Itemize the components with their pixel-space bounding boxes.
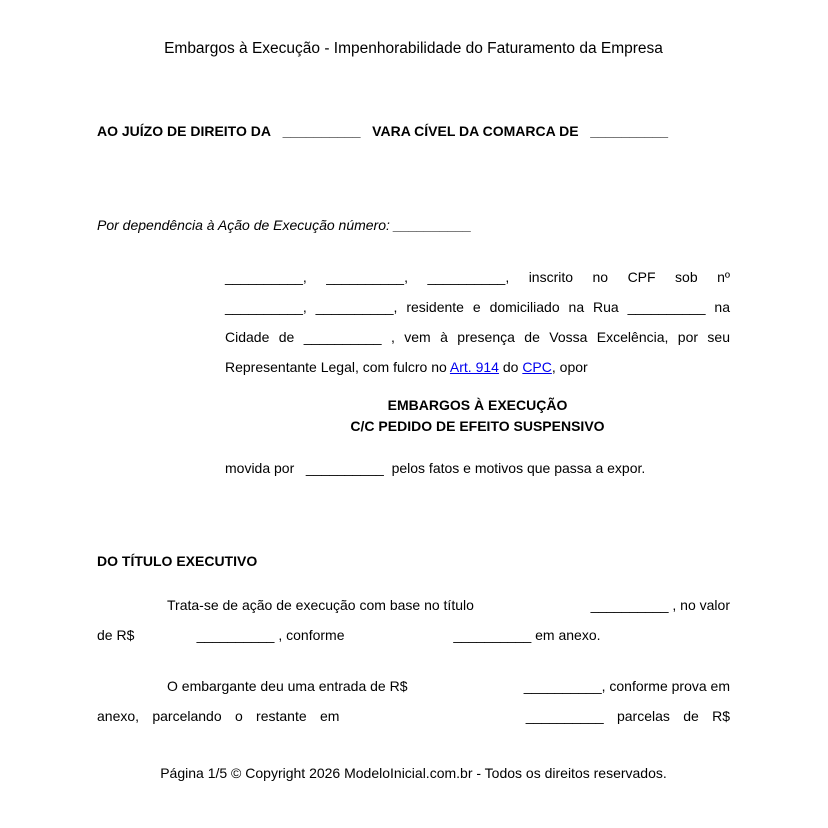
qualification-line-2: __________, __________, residente e domiciliado na Rua __________ na xyxy=(225,299,730,315)
line-text-left: Trata-se de ação de execução com base no título xyxy=(167,597,474,613)
document-title: Embargos à Execução - Impenhorabilidade do Faturamento da Empresa xyxy=(164,40,663,57)
closing-pre-text: Representante Legal, com fulcro no xyxy=(225,359,450,375)
titulo-paragraph-1 xyxy=(97,590,730,650)
cpc-link[interactable]: CPC xyxy=(522,359,552,375)
closing-post-text: , opor xyxy=(551,359,588,375)
titulo-paragraph-2 xyxy=(97,671,730,731)
qualification-paragraph xyxy=(97,262,730,382)
qualification-line-3: Cidade de __________ , vem à presença de Vossa Excelência, por seu xyxy=(225,329,730,345)
paragraph-line xyxy=(97,590,730,620)
line-text-left: O embargante deu uma entrada de R$ xyxy=(167,678,408,694)
section-heading-titulo-executivo: DO TÍTULO EXECUTIVO xyxy=(97,553,258,569)
petition-heading-line-2: C/C PEDIDO DE EFEITO SUSPENSIVO xyxy=(350,418,605,434)
paragraph-line: de R$ __________ , conforme __________ em anexo. xyxy=(97,627,601,643)
paragraph-line xyxy=(97,671,730,701)
paragraph-line: anexo, parcelando o restante em __________ parcelas de R$ xyxy=(97,708,730,724)
closing-mid-text: do xyxy=(498,359,523,375)
addressing-line: AO JUÍZO DE DIREITO DA __________ VARA CÍVEL DA COMARCA DE __________ xyxy=(97,123,669,139)
qualification-line-1: __________, __________, __________, inscrito no CPF sob nº xyxy=(225,269,730,285)
line-text-right: __________, conforme prova em xyxy=(523,678,730,694)
page-footer: Página 1/5 © Copyright 2026 ModeloInicial.com.br - Todos os direitos reservados. xyxy=(160,765,667,781)
qualification-line-4 xyxy=(225,352,730,382)
line-text-right: __________ , no valor xyxy=(590,597,730,613)
dependency-reference-line: Por dependência à Ação de Execução número: __________ xyxy=(97,217,472,233)
movida-line: movida por __________ pelos fatos e motivos que passa a expor. xyxy=(225,460,646,476)
petition-heading xyxy=(97,395,730,437)
petition-heading-line-1: EMBARGOS À EXECUÇÃO xyxy=(387,397,568,413)
art-914-link[interactable]: Art. 914 xyxy=(449,359,499,375)
